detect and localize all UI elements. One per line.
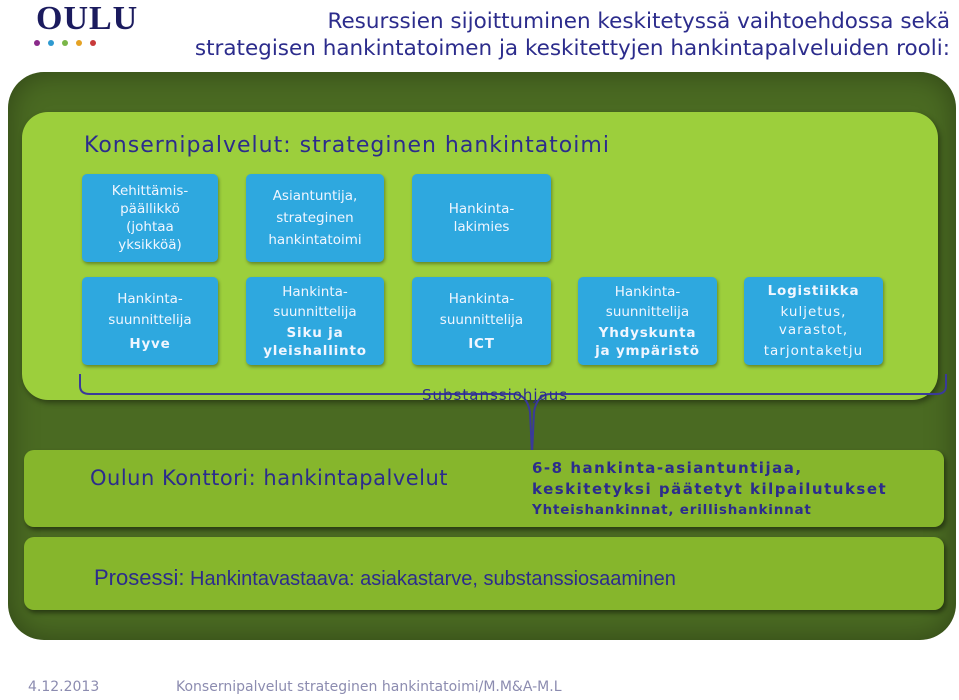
planner-line: suunnittelija xyxy=(605,303,690,320)
oulu-logo: OULU xyxy=(36,0,139,37)
planner-unit: Siku ja xyxy=(286,324,344,341)
box-line: lakimies xyxy=(453,219,510,235)
logistics-line: tarjontaketju xyxy=(763,343,864,359)
logistics-title: Logistiikka xyxy=(767,283,860,299)
planner-unit: yleishallinto xyxy=(263,342,367,359)
office-line: 6-8 hankinta-asiantuntijaa, xyxy=(532,459,803,477)
planner-unit: ja ympäristö xyxy=(595,342,700,359)
box-line: päällikkö xyxy=(120,201,180,217)
office-title: Oulun Konttori: hankintapalvelut xyxy=(90,466,449,490)
planner-box-siku xyxy=(246,277,384,365)
logistics-box xyxy=(744,277,883,365)
office-line: Yhteishankinnat, erillishankinnat xyxy=(532,502,812,518)
panel-title: Konsernipalvelut: strateginen hankintatoimi xyxy=(84,133,610,158)
strategic-expert-box xyxy=(246,174,384,262)
planner-box-hyve xyxy=(82,277,218,365)
development-manager-box xyxy=(82,174,218,262)
planner-unit: Hyve xyxy=(129,335,171,352)
process-description: Hankintavastaava: asiakastarve, substanssiosaaminen xyxy=(190,568,676,590)
planner-unit: Yhdyskunta xyxy=(598,324,697,341)
box-line: Kehittämis- xyxy=(111,183,189,199)
slide-title xyxy=(70,8,950,62)
planner-line: Hankinta- xyxy=(448,290,515,307)
footer-text: Konsernipalvelut strateginen hankintatoimi/M.M&A-M.L xyxy=(176,679,562,695)
substance-label: Substanssiohjaus xyxy=(422,386,569,404)
planner-box-yhdyskunta xyxy=(578,277,717,365)
box-line: (johtaa xyxy=(126,219,174,235)
procurement-lawyer-box xyxy=(412,174,551,262)
process-label: Prosessi: xyxy=(94,565,185,590)
process-text xyxy=(94,565,676,591)
planner-unit: ICT xyxy=(468,335,495,352)
planner-line: suunnittelija xyxy=(273,303,357,320)
box-line: Hankinta- xyxy=(448,201,515,217)
box-line: yksikköä) xyxy=(118,237,182,253)
planner-box-ict xyxy=(412,277,551,365)
logistics-line: kuljetus, xyxy=(780,304,847,320)
logo-dot xyxy=(48,40,54,46)
box-line: Asiantuntija, xyxy=(272,188,358,204)
box-line: strateginen xyxy=(276,210,354,226)
box-line: hankintatoimi xyxy=(268,232,362,248)
planner-line: suunnittelija xyxy=(439,311,524,328)
planner-line: Hankinta- xyxy=(614,283,681,300)
office-description xyxy=(532,458,887,521)
logistics-line: varastot, xyxy=(778,322,849,338)
title-line-2: strategisen hankintatoimen ja keskitettyjen hankintapalveluiden rooli: xyxy=(194,36,950,61)
logo-dot xyxy=(62,40,68,46)
planner-line: Hankinta- xyxy=(117,290,183,307)
logo-dot xyxy=(34,40,40,46)
footer-date: 4.12.2013 xyxy=(28,679,100,695)
planner-line: suunnittelija xyxy=(108,311,192,328)
office-line: keskitetyksi päätetyt kilpailutukset xyxy=(532,480,888,498)
title-line-1: Resurssien sijoittuminen keskitetyssä vaihtoehdossa sekä xyxy=(327,9,950,34)
planner-line: Hankinta- xyxy=(282,283,348,300)
